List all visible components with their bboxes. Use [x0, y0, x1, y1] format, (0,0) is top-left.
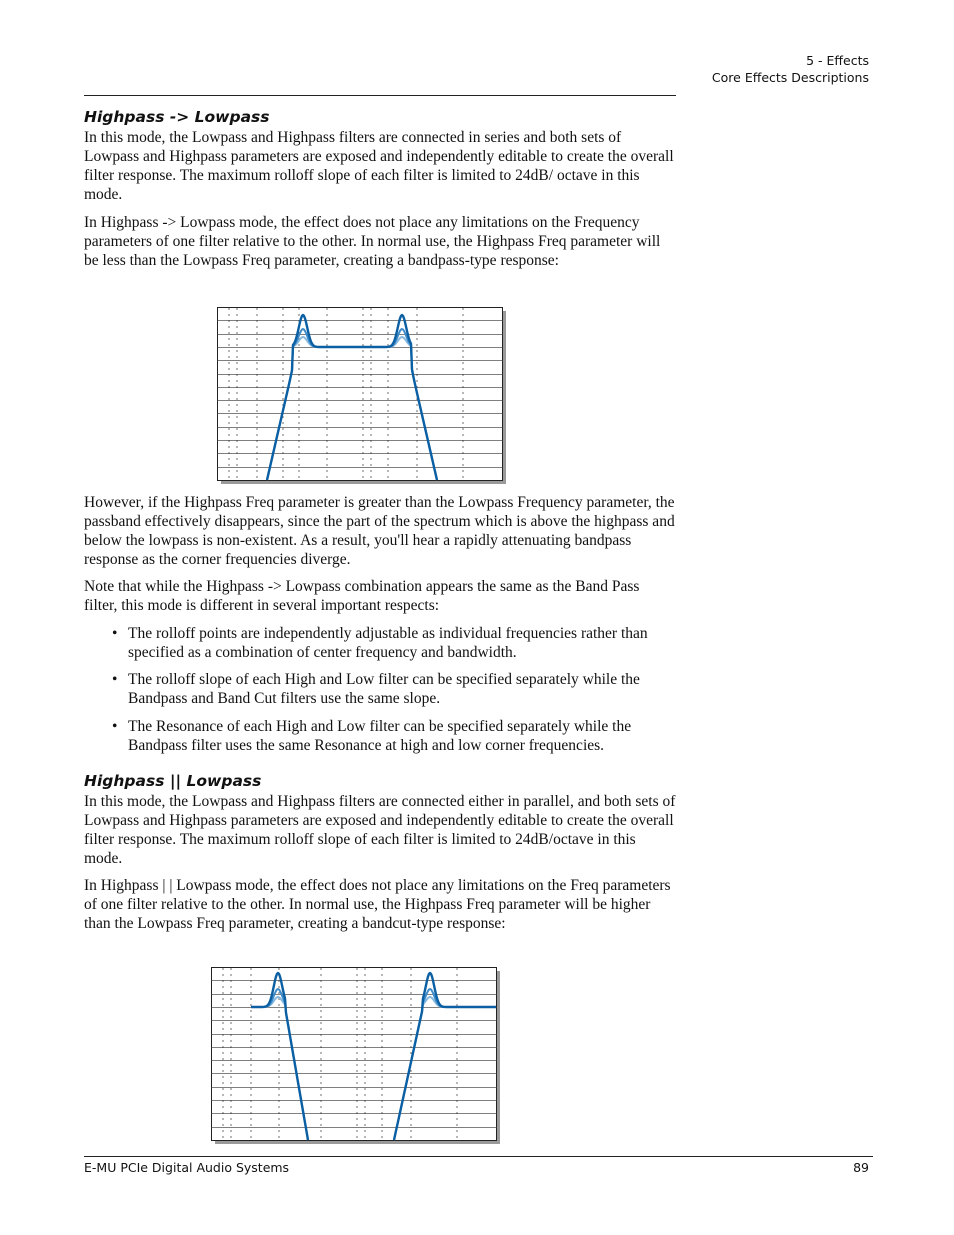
bandpass-response-graph — [217, 307, 507, 485]
list-item — [112, 670, 676, 708]
running-header — [712, 52, 869, 86]
bullet-dot-icon: • — [112, 625, 118, 642]
heading-highpass-lowpass-series: Highpass -> Lowpass — [84, 108, 270, 126]
header-section: Core Effects Descriptions — [711, 70, 869, 85]
paragraph-series-intro: In this mode, the Lowpass and Highpass filters are connected in series and both sets of Lowpass and Highpass parameters are exposed and independently editable to create the overall filter response. The maximum rolloff slope of each filter is limited to 24dB/ octave in this mode. — [84, 129, 674, 203]
bullet-text: The rolloff points are independently adjustable as individual frequencies rather than specified as a combination of center frequency and bandwidth. — [128, 625, 648, 661]
graph-frame — [218, 308, 503, 481]
footer-title: E-MU PCIe Digital Audio Systems — [84, 1160, 290, 1175]
page-number: 89 — [853, 1160, 869, 1175]
footer-rule — [84, 1156, 873, 1157]
bullet-dot-icon: • — [112, 718, 118, 735]
bullet-dot-icon: • — [112, 671, 118, 688]
bullet-text: The Resonance of each High and Low filter can be specified separately while the Bandpass filter uses the same Resonance at high and low corner frequencies. — [128, 718, 632, 754]
paragraph-parallel-intro: In this mode, the Lowpass and Highpass filters are connected either in parallel, and both sets of Lowpass and Highpass parameters are exposed and independently editable to create the overall filter response. The maximum rolloff slope of each filter is limited to 24dB/octave in this mode. — [84, 793, 676, 867]
heading-highpass-lowpass-parallel: Highpass || Lowpass — [84, 772, 262, 790]
list-item — [112, 624, 676, 662]
bullet-text: The rolloff slope of each High and Low filter can be specified separately while the Bandpass and Band Cut filters use the same slope. — [128, 671, 640, 707]
graph-frame — [212, 968, 497, 1141]
bandcut-response-graph — [211, 967, 501, 1145]
paragraph-parallel-frequency: In Highpass | | Lowpass mode, the effect does not place any limitations on the Freq parameters of one filter relative to the other. In normal use, the Highpass Freq parameter will be higher than the Lowpass Freq parameter, creating a bandcut-type response: — [84, 877, 671, 932]
header-chapter: 5 - Effects — [806, 53, 869, 68]
paragraph-series-diverge: However, if the Highpass Freq parameter is greater than the Lowpass Frequency parameter, the passband effectively disappears, since the part of the spectrum which is above the highpass and below the lowpass is non-existent. As a result, you'll hear a rapidly attenuating bandpass response as the corner frequencies diverge. — [84, 494, 675, 568]
header-rule — [84, 95, 676, 96]
paragraph-series-frequency: In Highpass -> Lowpass mode, the effect does not place any limitations on the Frequency parameters of one filter relative to the other. In normal use, the Highpass Freq parameter will be less than the Lowpass Freq parameter, creating a bandpass-type response: — [84, 214, 661, 269]
list-item — [112, 717, 676, 755]
bandpass-response-svg — [217, 307, 507, 485]
paragraph-series-note: Note that while the Highpass -> Lowpass combination appears the same as the Band Pass filter, this mode is different in several important respects: — [84, 578, 640, 614]
bandcut-response-svg — [211, 967, 501, 1145]
